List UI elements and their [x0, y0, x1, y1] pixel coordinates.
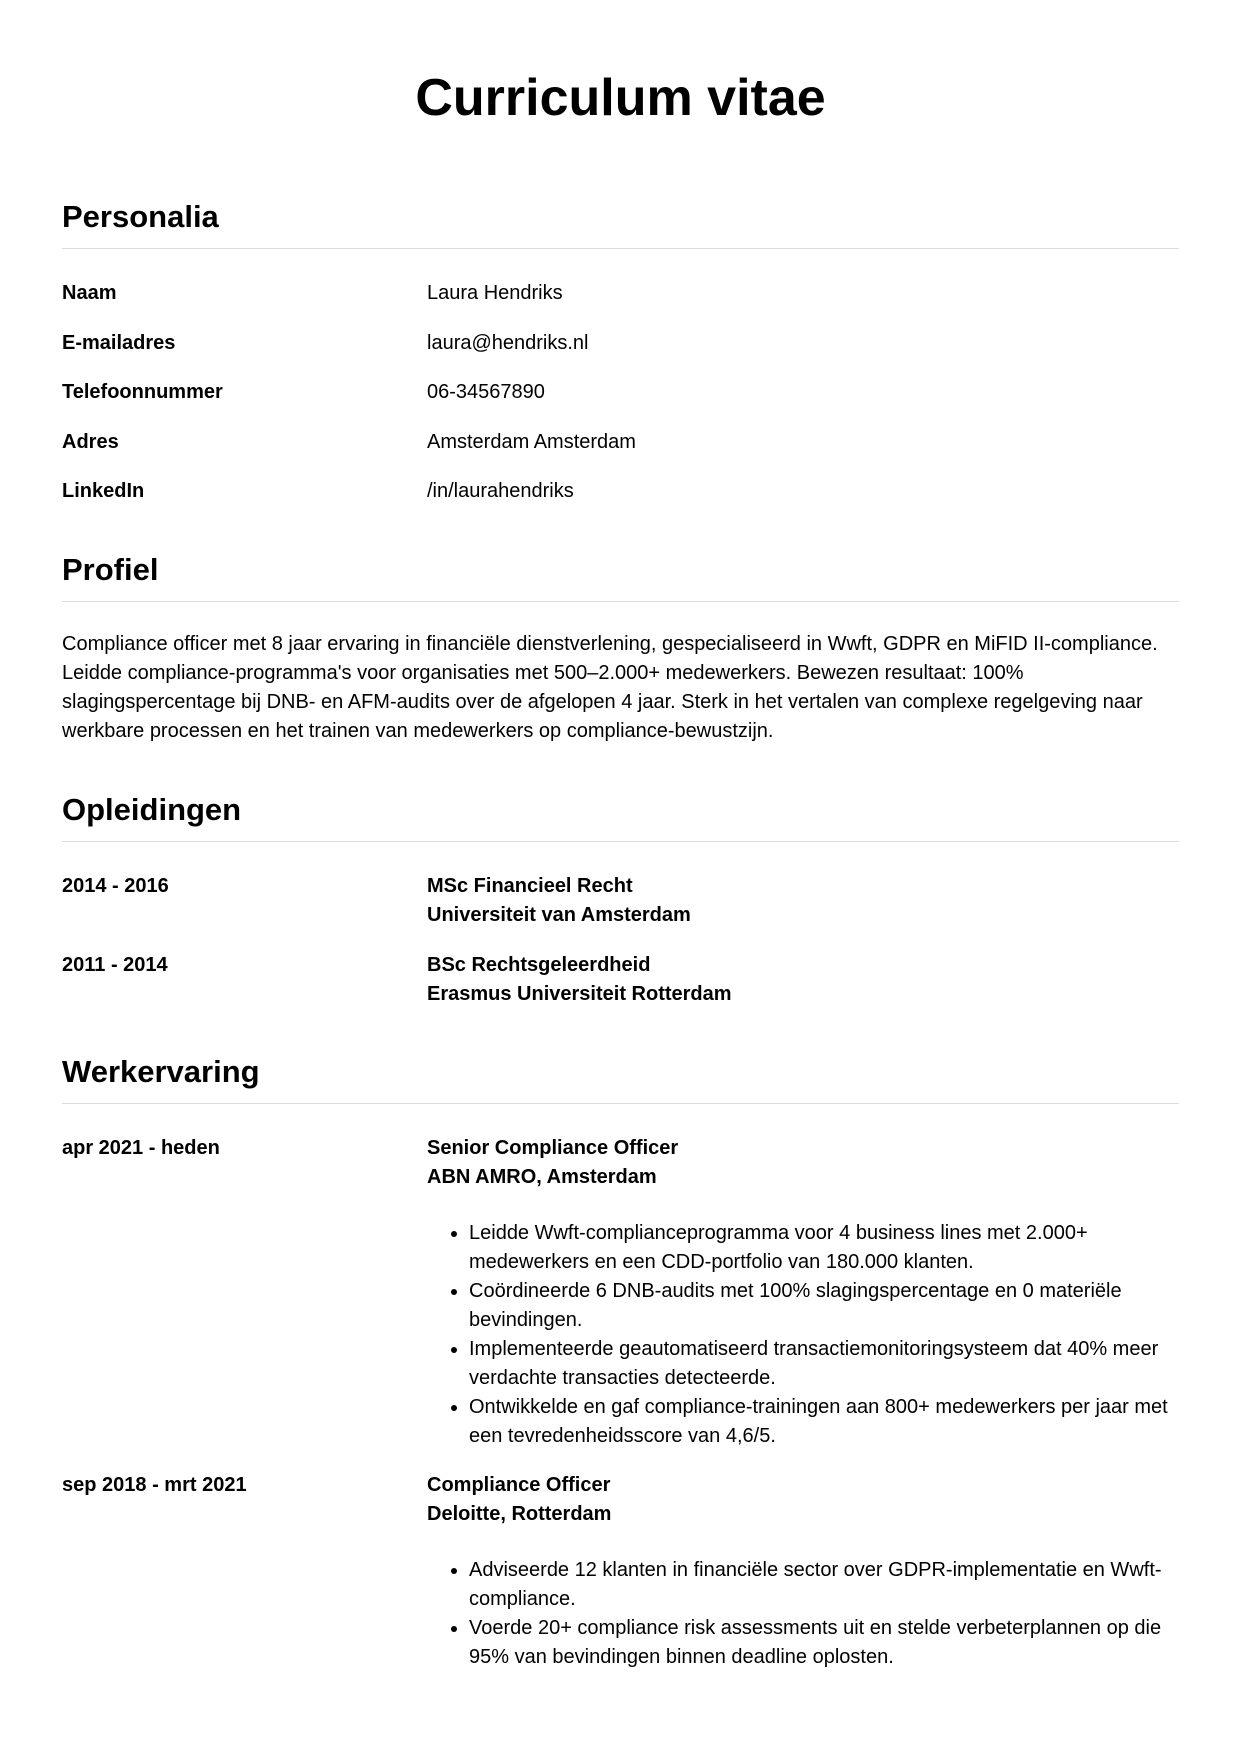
document-title: Curriculum vitae [415, 69, 826, 127]
section-heading: Opleidingen [62, 791, 1179, 842]
experience-details [427, 1471, 1179, 1672]
experience-company: Deloitte, Rotterdam [427, 1503, 612, 1525]
list-item: • Coördineerde 6 DNB-audits met 100% slagingspercentage en 0 materiële bevindingen. [469, 1277, 1179, 1335]
experience-period: sep 2018 - mrt 2021 [62, 1474, 247, 1496]
section-heading: Werkervaring [62, 1053, 1179, 1104]
list-item: • Implementeerde geautomatiseerd transactiemonitoringsysteem dat 40% meer verdachte transacties detecteerde. [469, 1335, 1179, 1393]
field-label: Adres [62, 430, 119, 453]
education-details [427, 872, 1179, 930]
personalia-row-email [62, 329, 1179, 379]
experience-details [427, 1134, 1179, 1451]
education-period: 2011 - 2014 [62, 954, 168, 976]
section-heading: Personalia [62, 198, 1179, 249]
experience-bullets [427, 1219, 1179, 1451]
section-profiel [62, 551, 1179, 746]
field-label: E-mailadres [62, 331, 176, 354]
education-school: Erasmus Universiteit Rotterdam [427, 983, 732, 1005]
field-value: laura@hendriks.nl [427, 331, 589, 354]
field-value: /in/laurahendriks [427, 480, 574, 502]
field-label: Telefoonnummer [62, 381, 223, 403]
experience-company: ABN AMRO, Amsterdam [427, 1166, 657, 1188]
section-heading: Profiel [62, 551, 1179, 602]
experience-item [62, 1471, 1179, 1672]
section-personalia [62, 198, 1179, 527]
list-item: • Voerde 20+ compliance risk assessments uit en stelde verbeterplannen op die 95% van bevindingen binnen deadline oplosten. [469, 1614, 1179, 1672]
list-item: • Leidde Wwft-complianceprogramma voor 4 business lines met 2.000+ medewerkers en een CDD-portfolio van 180.000 klanten. [469, 1219, 1179, 1277]
education-degree: BSc Rechtsgeleerdheid [427, 954, 651, 976]
list-item: • Ontwikkelde en gaf compliance-trainingen aan 800+ medewerkers per jaar met een tevredenheidsscore van 4,6/5. [469, 1393, 1179, 1451]
education-school: Universiteit van Amsterdam [427, 904, 691, 926]
field-value: Amsterdam Amsterdam [427, 430, 636, 453]
experience-role: Senior Compliance Officer [427, 1137, 679, 1159]
field-value: Laura Hendriks [427, 282, 563, 304]
education-details [427, 951, 1179, 1009]
experience-bullets [427, 1556, 1179, 1672]
field-label: LinkedIn [62, 480, 145, 502]
personalia-row-name [62, 279, 1179, 329]
education-period: 2014 - 2016 [62, 875, 169, 897]
personalia-row-phone [62, 378, 1179, 428]
field-value: 06-34567890 [427, 381, 545, 403]
section-werkervaring [62, 1053, 1179, 1692]
experience-period: apr 2021 - heden [62, 1137, 220, 1159]
personalia-row-address [62, 428, 1179, 478]
education-item [62, 872, 1179, 930]
section-opleidingen [62, 791, 1179, 1030]
personalia-row-linkedin [62, 477, 1179, 527]
profile-text: Compliance officer met 8 jaar ervaring in financiële dienstverlening, gespecialiseerd in Wwft, GDPR en MiFID II-compliance. Leidde compliance-programma's voor organisaties met 500–2.000+ medewerkers. Bewezen resultaat: 100% slagingspercentage bij DNB- en AFM-audits over de afgelopen 4 jaar. Sterk in het vertalen van complexe regelgeving naar werkbare processen en het trainen van medewerkers op compliance-bewustzijn. [62, 633, 1158, 742]
experience-role: Compliance Officer [427, 1474, 611, 1496]
education-list [62, 872, 1179, 1009]
education-degree: MSc Financieel Recht [427, 875, 633, 897]
personalia-list [62, 279, 1179, 527]
experience-item [62, 1134, 1179, 1451]
list-item: • Adviseerde 12 klanten in financiële sector over GDPR-implementatie en Wwft-compliance. [469, 1556, 1179, 1614]
education-item [62, 951, 1179, 1009]
field-label: Naam [62, 282, 117, 304]
experience-list [62, 1134, 1179, 1672]
